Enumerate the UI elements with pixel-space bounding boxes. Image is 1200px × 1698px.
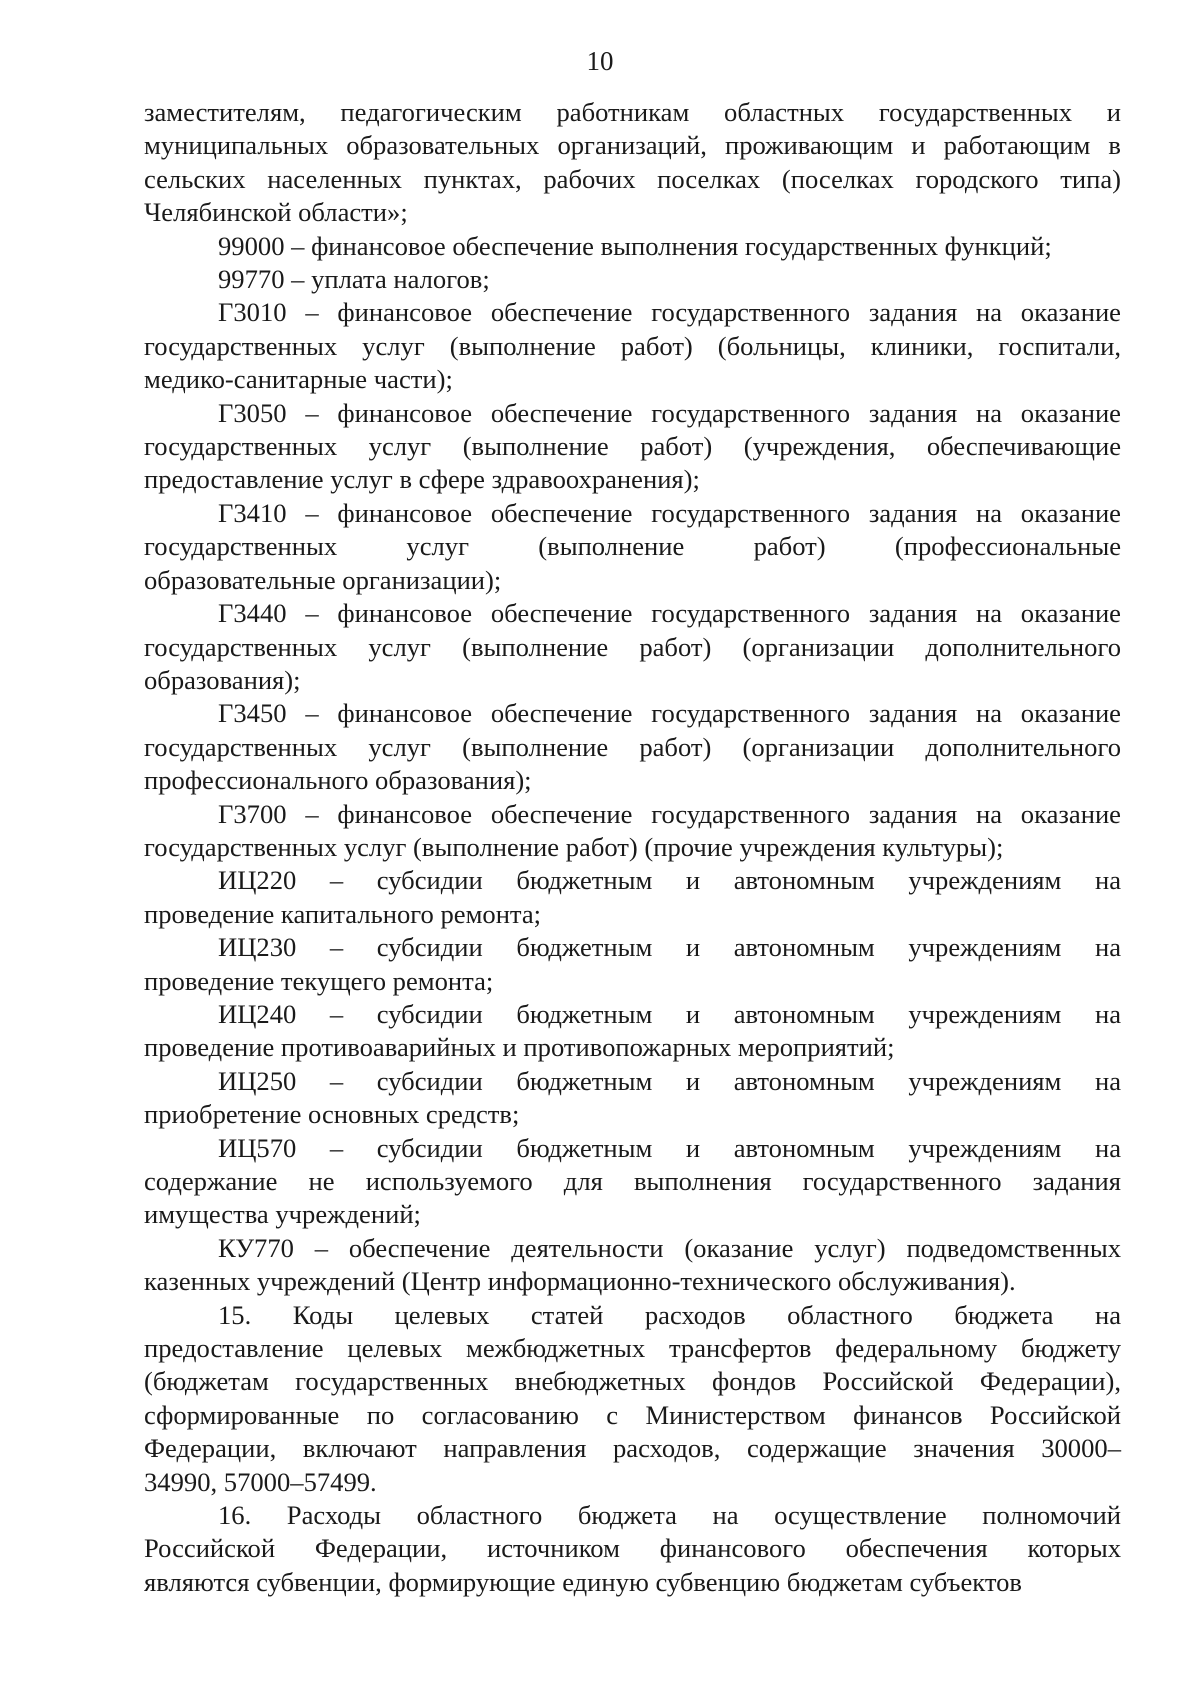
text-line: государственных услуг (выполнение работ) (больницы, клиники, госпитали, <box>144 330 1121 361</box>
text-line: проведение капитального ремонта; <box>144 898 542 929</box>
page-number: 10 <box>586 46 614 76</box>
paragraph-code-ic250 <box>144 1065 1121 1132</box>
paragraph-item-15 <box>144 1299 1121 1499</box>
paragraph-code-ic570 <box>144 1132 1121 1232</box>
text-line: государственных услуг (выполнение работ) (прочие учреждения культуры); <box>144 831 1004 862</box>
text-line: Г3010 – финансовое обеспечение государственного задания на оказание <box>218 297 1121 328</box>
text-line: проведение текущего ремонта; <box>144 965 494 996</box>
paragraph-code-g3440 <box>144 597 1121 697</box>
text-line: Г3700 – финансовое обеспечение государственного задания на оказание <box>218 798 1121 829</box>
text-line: ИЦ230 – субсидии бюджетным и автономным учреждениям на <box>218 932 1121 963</box>
text-line: Федерации, включают направления расходов, содержащие значения 30000– <box>144 1433 1121 1464</box>
text-line: 34990, 57000–57499. <box>144 1466 377 1497</box>
paragraph-code-99770 <box>144 263 1121 296</box>
text-line: муниципальных образовательных организаций, проживающим и работающим в <box>144 130 1121 161</box>
text-line: предоставление целевых межбюджетных трансфертов федеральному бюджету <box>144 1333 1121 1364</box>
paragraph-code-ku770 <box>144 1232 1121 1299</box>
text-line: государственных услуг (выполнение работ) (организации дополнительного <box>144 631 1121 662</box>
text-line: казенных учреждений (Центр информационно-технического обслуживания). <box>144 1266 1016 1297</box>
text-line: 99770 – уплата налогов; <box>218 264 490 295</box>
paragraph-code-g3450 <box>144 697 1121 797</box>
paragraph-code-ic220 <box>144 864 1121 931</box>
text-line: ИЦ220 – субсидии бюджетным и автономным учреждениям на <box>218 865 1121 896</box>
text-line: Г3410 – финансовое обеспечение государственного задания на оказание <box>218 497 1121 528</box>
text-line: 16. Расходы областного бюджета на осуществление полномочий <box>218 1500 1121 1531</box>
paragraph-code-ic230 <box>144 931 1121 998</box>
text-line: являются субвенции, формирующие единую субвенцию бюджетам субъектов <box>144 1566 1022 1597</box>
text-line: имущества учреждений; <box>144 1199 421 1230</box>
text-line: государственных услуг (выполнение работ) (профессиональные <box>144 531 1121 562</box>
text-line: (бюджетам государственных внебюджетных фондов Российской Федерации), <box>144 1366 1121 1397</box>
text-line: заместителям, педагогическим работникам областных государственных и <box>144 97 1121 127</box>
text-line: ИЦ240 – субсидии бюджетным и автономным учреждениям на <box>218 998 1121 1029</box>
paragraph-item-16 <box>144 1499 1121 1599</box>
text-line: предоставление услуг в сфере здравоохранения); <box>144 464 700 495</box>
text-line: Российской Федерации, источником финансового обеспечения которых <box>144 1533 1121 1564</box>
text-line: медико-санитарные части); <box>144 364 453 395</box>
text-line: содержание не используемого для выполнения государственного задания <box>144 1166 1121 1196</box>
text-line: Челябинской области»; <box>144 197 408 228</box>
paragraph-continuation <box>144 96 1121 230</box>
text-line: сельских населенных пунктах, рабочих поселках (поселках городского типа) <box>144 163 1121 194</box>
paragraph-code-g3010 <box>144 296 1121 396</box>
text-line: образовательные организации); <box>144 564 502 595</box>
text-line: государственных услуг (выполнение работ) (организации дополнительного <box>144 731 1121 762</box>
paragraph-code-99000 <box>144 230 1121 263</box>
paragraph-code-g3410 <box>144 497 1121 597</box>
text-line: 15. Коды целевых статей расходов областного бюджета на <box>218 1299 1121 1330</box>
paragraph-code-g3700 <box>144 798 1121 865</box>
paragraph-code-g3050 <box>144 397 1121 497</box>
text-line: КУ770 – обеспечение деятельности (оказание услуг) подведомственных <box>218 1232 1121 1263</box>
text-line: Г3050 – финансовое обеспечение государственного задания на оказание <box>218 397 1121 428</box>
text-line: государственных услуг (выполнение работ) (учреждения, обеспечивающие <box>144 431 1121 462</box>
text-line: Г3440 – финансовое обеспечение государственного задания на оказание <box>218 598 1121 629</box>
text-line: образования); <box>144 664 301 695</box>
text-line: ИЦ570 – субсидии бюджетным и автономным учреждениям на <box>218 1132 1121 1163</box>
text-line: приобретение основных средств; <box>144 1099 520 1130</box>
text-line: профессионального образования); <box>144 765 532 796</box>
text-line: ИЦ250 – субсидии бюджетным и автономным учреждениям на <box>218 1065 1121 1096</box>
text-line: Г3450 – финансовое обеспечение государственного задания на оказание <box>218 698 1121 729</box>
text-line: проведение противоаварийных и противопожарных мероприятий; <box>144 1032 895 1063</box>
paragraph-code-ic240 <box>144 998 1121 1065</box>
document-body <box>144 96 1121 1599</box>
text-line: 99000 – финансовое обеспечение выполнения государственных функций; <box>218 230 1052 261</box>
text-line: сформированные по согласованию с Министерством финансов Российской <box>144 1399 1121 1430</box>
